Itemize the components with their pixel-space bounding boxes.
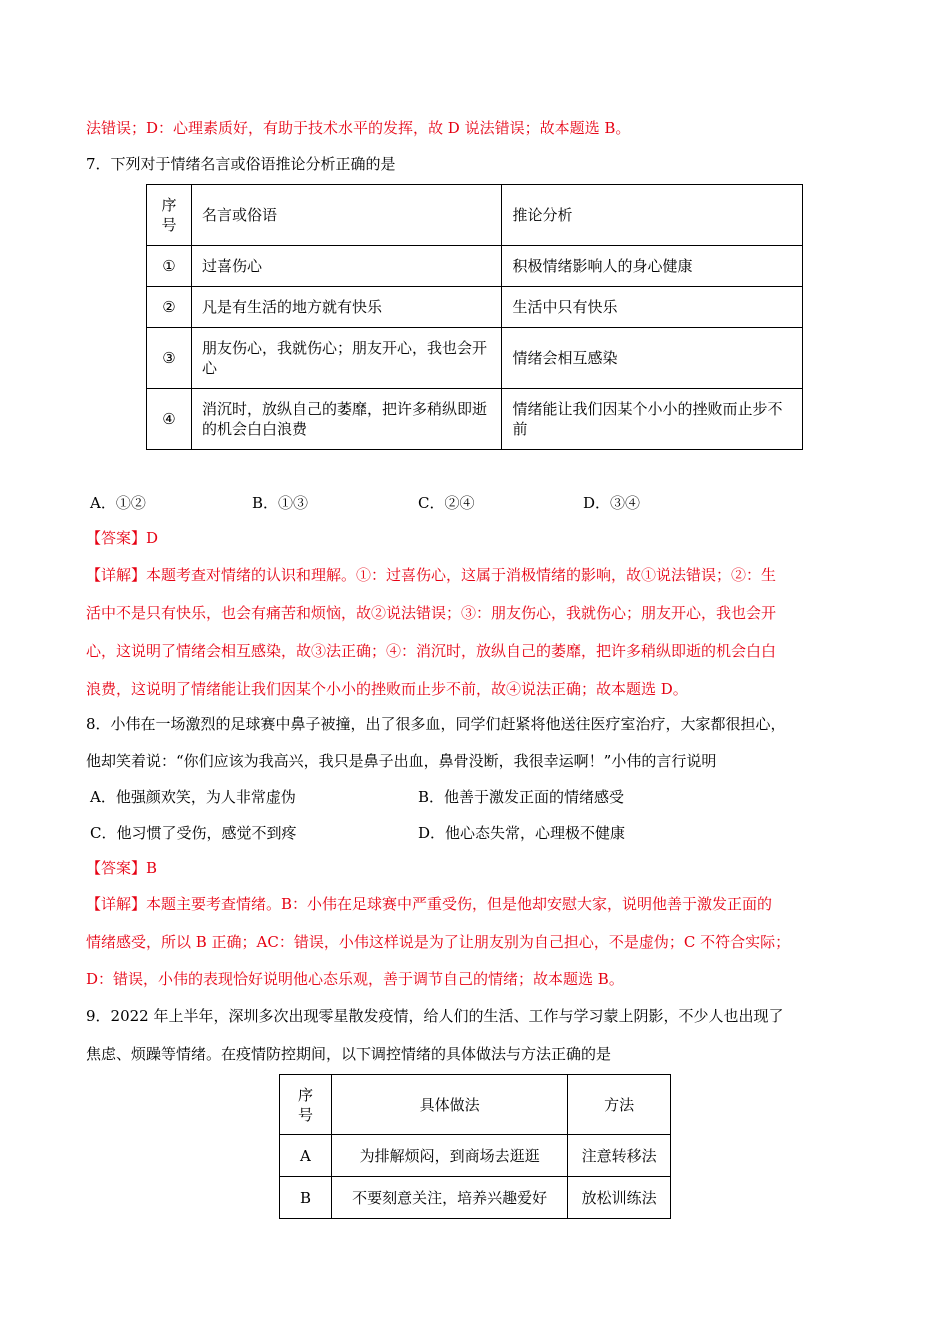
table-row xyxy=(147,246,803,287)
q7-detail-line: 活中不是只有快乐，也会有痛苦和烦恼，故②说法错误；③：朋友伤心，我就伤心；朋友开心，我也会开 xyxy=(86,604,777,622)
q7-detail-line: 浪费，这说明了情绪能让我们因某个小小的挫败而止步不前，故④说法正确；故本题选 D。 xyxy=(86,680,688,698)
detail-text: 本题主要考查情绪。B：小伟在足球赛中严重受伤，但是他却安慰大家，说明他善于激发正面的 xyxy=(146,895,773,913)
table-cell: ④ xyxy=(147,389,192,450)
q7-table xyxy=(146,184,803,450)
table-row xyxy=(147,389,803,450)
answer-value: B xyxy=(146,859,158,877)
detail-text: 本题考查对情绪的认识和理解。①：过喜伤心，这属于消极情绪的影响，故①说法错误；②：生 xyxy=(146,566,777,584)
table-header-row xyxy=(280,1075,671,1135)
q7-detail-line xyxy=(86,564,776,585)
q8-option-c: C．他习惯了受伤，感觉不到疼 xyxy=(90,824,297,842)
table-cell: 为排解烦闷，到商场去逛逛 xyxy=(331,1135,567,1177)
q7-option-d: D．③④ xyxy=(583,494,641,512)
table-cell: 过喜伤心 xyxy=(191,246,502,287)
q7-option-b: B．①③ xyxy=(252,494,309,512)
detail-label: 【详解】 xyxy=(86,566,147,584)
table-cell: 注意转移法 xyxy=(568,1135,671,1177)
q9-table xyxy=(279,1074,671,1219)
table-cell: 凡是有生活的地方就有快乐 xyxy=(191,287,502,328)
table-header-row xyxy=(147,185,803,246)
table-row xyxy=(147,287,803,328)
q8-stem-line: 他却笑着说：“你们应该为我高兴，我只是鼻子出血，鼻骨没断，我很幸运啊！”小伟的言行说明 xyxy=(86,752,717,770)
header-cell: 具体做法 xyxy=(331,1075,567,1135)
header-cell: 推论分析 xyxy=(502,185,803,246)
q7-stem: 7．下列对于情绪名言或俗语推论分析正确的是 xyxy=(86,155,396,173)
header-cell: 序号 xyxy=(161,196,177,234)
q8-stem-line: 8．小伟在一场激烈的足球赛中鼻子被撞，出了很多血，同学们赶紧将他送往医疗室治疗，大家都很担心， xyxy=(86,715,786,733)
table-cell: 朋友伤心，我就伤心；朋友开心，我也会开心 xyxy=(191,328,502,389)
table-row xyxy=(280,1135,671,1177)
q8-option-a: A．他强颜欢笑，为人非常虚伪 xyxy=(90,788,296,806)
table-cell: 情绪能让我们因某个小小的挫败而止步不前 xyxy=(502,389,803,450)
table-cell: ② xyxy=(147,287,192,328)
table-cell: 放松训练法 xyxy=(568,1177,671,1219)
table-cell: ③ xyxy=(147,328,192,389)
q8-detail-line xyxy=(86,893,772,914)
answer-label: 【答案】 xyxy=(86,859,147,877)
table-cell: 生活中只有快乐 xyxy=(502,287,803,328)
q7-option-a: A．①② xyxy=(90,494,146,512)
table-row xyxy=(280,1177,671,1219)
table-cell: 情绪会相互感染 xyxy=(502,328,803,389)
previous-detail-tail: 法错误；D：心理素质好，有助于技术水平的发挥，故 D 说法错误；故本题选 B。 xyxy=(86,119,631,137)
q7-option-c: C．②④ xyxy=(418,494,475,512)
q7-detail-line: 心，这说明了情绪会相互感染，故③法正确；④：消沉时，放纵自己的萎靡，把许多稍纵即逝的机会白白 xyxy=(86,642,777,660)
table-row xyxy=(147,328,803,389)
answer-value: D xyxy=(146,529,159,547)
table-cell: B xyxy=(280,1177,332,1219)
table-cell: ① xyxy=(147,246,192,287)
table-cell: A xyxy=(280,1135,332,1177)
q8-detail-line: D：错误，小伟的表现恰好说明他心态乐观，善于调节自己的情绪；故本题选 B。 xyxy=(86,970,624,988)
answer-label: 【答案】 xyxy=(86,529,147,547)
detail-label: 【详解】 xyxy=(86,895,147,913)
q8-option-b: B．他善于激发正面的情绪感受 xyxy=(418,788,625,806)
q8-detail-line: 情绪感受，所以 B 正确；AC：错误，小伟这样说是为了让朋友别为自己担心，不是虚伪；C 不符合实际； xyxy=(86,933,791,951)
q9-stem-line: 9．2022 年上半年，深圳多次出现零星散发疫情，给人们的生活、工作与学习蒙上阴影，不少人也出现了 xyxy=(86,1007,784,1025)
q9-stem-line: 焦虑、烦躁等情绪。在疫情防控期间，以下调控情绪的具体做法与方法正确的是 xyxy=(86,1045,612,1063)
table-cell: 不要刻意关注，培养兴趣爱好 xyxy=(331,1177,567,1219)
table-cell: 积极情绪影响人的身心健康 xyxy=(502,246,803,287)
q8-option-d: D．他心态失常，心理极不健康 xyxy=(418,824,626,842)
header-cell: 方法 xyxy=(568,1075,671,1135)
header-cell: 序号 xyxy=(297,1085,313,1124)
header-cell: 名言或俗语 xyxy=(191,185,502,246)
table-cell: 消沉时，放纵自己的萎靡，把许多稍纵即逝的机会白白浪费 xyxy=(191,389,502,450)
q7-answer xyxy=(86,527,158,548)
q8-answer xyxy=(86,857,157,878)
